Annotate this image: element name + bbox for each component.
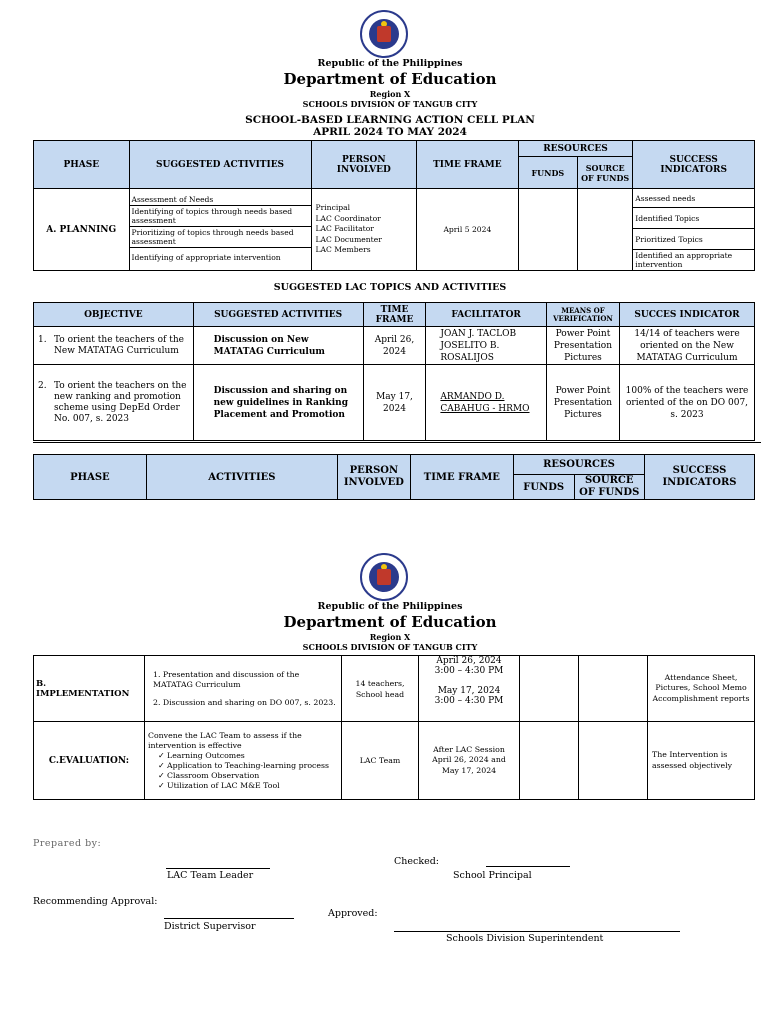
recommending-label: Recommending Approval: [33, 896, 158, 907]
eval-item [168, 761, 339, 771]
indicator-item: Identified an appropriate intervention [635, 251, 733, 269]
th3-person: PERSON INVOLVED [338, 455, 411, 500]
signature-line [486, 866, 570, 867]
th3-success: SUCCESS INDICATORS [644, 455, 754, 500]
deped-seal [360, 553, 408, 601]
implementation-table [33, 655, 755, 800]
indicator-item: Prioritized Topics [633, 229, 754, 250]
th-resources: RESOURCES [518, 141, 633, 157]
superintendent-label: Schools Division Superintendent [446, 933, 604, 944]
signature-line [166, 868, 270, 869]
topics-table [33, 302, 755, 441]
th-source: SOURCE OF FUNDS [577, 157, 632, 189]
impl-activity-2: 2. Discussion and sharing on DO 007, s. 2023. [153, 697, 336, 707]
signature-line [164, 918, 294, 919]
planning-table [33, 140, 755, 271]
time-planning: April 5 2024 [417, 189, 519, 271]
th3-resources: RESOURCES [513, 455, 644, 475]
th-succes-indicator: SUCCES INDICATOR [620, 303, 755, 327]
th3-activities: ACTIVITIES [146, 455, 337, 500]
phase-planning: A. PLANNING [34, 189, 130, 271]
republic-text: Republic of the Philippines [317, 601, 463, 612]
facilitator-2: ARMANDO D. CABAHUG - HRMO [426, 365, 547, 441]
th-phase: PHASE [34, 141, 130, 189]
eval-time: After LAC Session April 26, 2024 and May 17, 2024 [419, 722, 520, 800]
prepared-by-label: Prepared by: [33, 838, 102, 849]
eval-item [168, 771, 339, 781]
eval-person: LAC Team [342, 722, 419, 800]
th-suggested: SUGGESTED ACTIVITIES [193, 303, 363, 327]
th-activities: SUGGESTED ACTIVITIES [129, 141, 311, 189]
time-2: May 17, 2024 [363, 365, 426, 441]
th3-phase: PHASE [34, 455, 147, 500]
th-funds: FUNDS [518, 157, 577, 189]
eval-item: ✓ Learning Outcomes [168, 751, 339, 761]
means-1: Power Point Presentation Pictures [546, 327, 619, 365]
team-leader-label: LAC Team Leader [167, 870, 254, 881]
region-text: Region X [369, 632, 411, 642]
plan-period: APRIL 2024 TO MAY 2024 [313, 126, 467, 138]
objective-num: 1. [38, 334, 47, 345]
phase-evaluation: C.EVALUATION: [34, 722, 145, 800]
planning-activities [130, 193, 311, 266]
th-objective: OBJECTIVE [34, 303, 194, 327]
division-text: SCHOOLS DIVISION OF TANGUB CITY [302, 642, 478, 652]
indicator-2: 100% of the teachers were oriented of the on DO 007, s. 2023 [620, 365, 755, 441]
impl-funds [520, 656, 579, 722]
time-1: April 26, 2024 [363, 327, 426, 365]
implementation-activities [145, 656, 342, 722]
eval-item: ✓ Utilization of LAC M&E Tool [168, 781, 339, 791]
republic-text: Republic of the Philippines [317, 58, 463, 69]
th-success: SUCCESS INDICATORS [633, 141, 755, 189]
indicator-item: Assessed needs [633, 189, 754, 208]
division-text: SCHOOLS DIVISION OF TANGUB CITY [302, 99, 478, 109]
divider [33, 442, 761, 443]
objective-num: 2. [38, 380, 47, 391]
indicator-1: 14/14 of teachers were oriented on the New MATATAG Curriculum [620, 327, 755, 365]
impl-hours-1: 3:00 – 4:30 PM [434, 666, 504, 676]
checked-label: Checked: [394, 856, 439, 867]
th3-time: TIME FRAME [410, 455, 513, 500]
activity-item: Identifying of topics through needs based assessment [130, 206, 311, 227]
person-item: LAC Facilitator [315, 224, 374, 234]
th3-funds: FUNDS [513, 475, 574, 500]
person-item: LAC Coordinator [315, 213, 381, 223]
funds-cell [518, 189, 577, 271]
facilitator-1: JOAN J. TACLOB JOSELITO B. ROSALIJOS [426, 327, 547, 365]
phase-implementation: B. IMPLEMENTATION [34, 656, 145, 722]
eval-funds [520, 722, 579, 800]
principal-label: School Principal [453, 870, 532, 881]
eval-source [579, 722, 648, 800]
deped-seal [360, 10, 408, 58]
activity-item: Assessment of Needs [130, 193, 311, 206]
th3-source: SOURCE OF FUNDS [574, 475, 644, 500]
objective-1 [34, 327, 194, 365]
signature-line [394, 931, 680, 932]
impl-activity-1: 1. Presentation and discussion of the MATATAG Curriculum [153, 669, 300, 689]
planning-indicators [633, 189, 754, 270]
objective-2 [34, 365, 194, 441]
th-facilitator: FACILITATOR [426, 303, 547, 327]
indicator-item: Identified Topics [633, 208, 754, 229]
th-person: PERSON INVOLVED [311, 141, 417, 189]
person-item: Principal [315, 203, 351, 213]
approved-label: Approved: [328, 908, 378, 919]
district-supervisor-label: District Supervisor [164, 921, 256, 932]
activity-1: Discussion on New MATATAG Curriculum [193, 327, 363, 365]
activity-2: Discussion and sharing on new guidelines in Ranking Placement and Promotion [193, 365, 363, 441]
th-means: MEANS OF VERIFICATION [546, 303, 619, 327]
means-2: Power Point Presentation Pictures [546, 365, 619, 441]
eval-intro: Convene the LAC Team to assess if the intervention is effective [148, 730, 302, 750]
phase-header-table [33, 454, 755, 500]
objective-text: To orient the teachers of the New MATATAG Curriculum [54, 334, 184, 356]
eval-item-text: Classroom Observation [167, 770, 260, 780]
person-item: LAC Documenter [315, 234, 382, 244]
impl-date-2: May 17, 2024 [437, 686, 501, 696]
impl-hours-2: 3:00 – 4:30 PM [434, 696, 504, 706]
eval-indicator: The Intervention is assessed objectively [648, 722, 755, 800]
region-text: Region X [369, 89, 411, 99]
impl-date-1: April 26, 2024 [436, 656, 502, 666]
impl-indicator: Attendance Sheet, Pictures, School Memo Accomplishment reports [648, 656, 755, 722]
eval-item-text: Application to Teaching-learning process [167, 760, 330, 770]
th-timeframe: TIME FRAME [363, 303, 426, 327]
source-cell [577, 189, 632, 271]
impl-time [419, 656, 520, 722]
plan-title: SCHOOL-BASED LEARNING ACTION CELL PLAN [245, 114, 535, 126]
th-time: TIME FRAME [417, 141, 519, 189]
person-item: LAC Members [315, 245, 371, 255]
evaluation-activities [145, 722, 342, 800]
activity-item: Prioritizing of topics through needs based assessment [130, 227, 311, 248]
topics-title: SUGGESTED LAC TOPICS AND ACTIVITIES [273, 282, 507, 293]
department-title: Department of Education [283, 613, 497, 631]
impl-source [579, 656, 648, 722]
objective-text: To orient the teachers on the new ranking and promotion scheme using DepEd Order No. 007, s. 2023 [54, 380, 187, 424]
persons-cell [311, 189, 417, 271]
activity-item: Identifying of appropriate intervention [131, 252, 281, 262]
department-title: Department of Education [283, 70, 497, 88]
impl-person: 14 teachers, School head [342, 656, 419, 722]
